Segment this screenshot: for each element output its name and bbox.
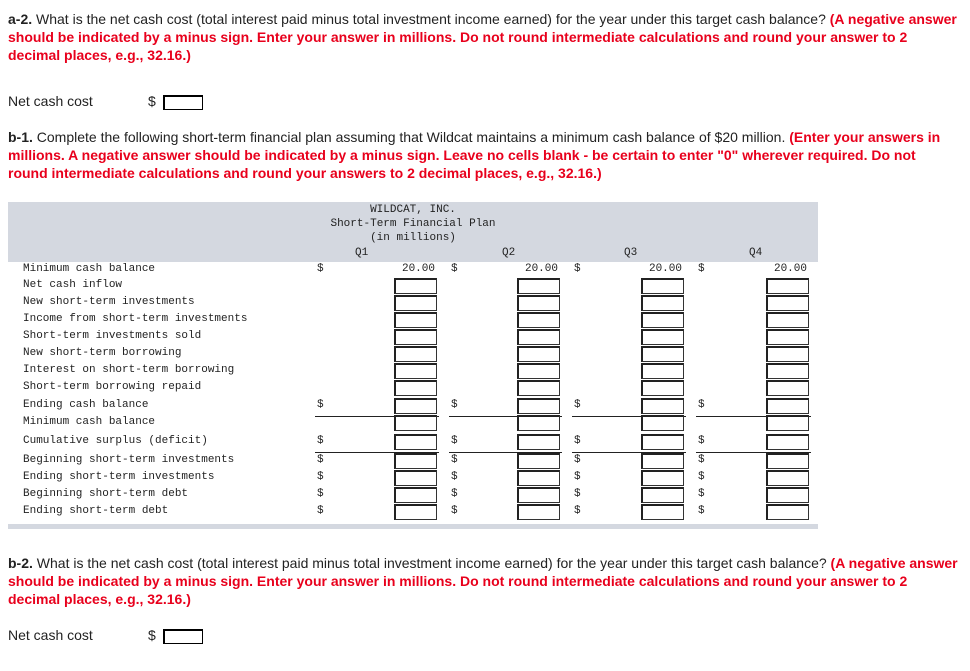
row-label: Ending short-term investments [23, 471, 215, 483]
currency-symbol: $ [574, 263, 581, 275]
currency-symbol: $ [317, 263, 324, 275]
plan-cell-input[interactable] [641, 470, 684, 486]
row-label: New short-term borrowing [23, 347, 182, 359]
currency-symbol: $ [698, 505, 705, 517]
plan-cell-input[interactable] [517, 434, 560, 450]
row-label: Cumulative surplus (deficit) [23, 435, 208, 447]
plan-cell-input[interactable] [641, 453, 684, 469]
plan-cell-input[interactable] [517, 398, 560, 414]
question-text: What is the net cash cost (total interest paid minus total investment income earned) for the year under this target cash balance? [32, 555, 831, 571]
currency-symbol: $ [574, 454, 581, 466]
plan-cell-input[interactable] [766, 363, 809, 379]
row-label: Interest on short-term borrowing [23, 364, 235, 376]
plan-cell-input[interactable] [641, 434, 684, 450]
currency-symbol: $ [317, 471, 324, 483]
quarter-header-q4: Q4 [749, 247, 763, 259]
plan-cell-input[interactable] [394, 380, 437, 396]
currency-symbol: $ [451, 505, 458, 517]
plan-cell-input[interactable] [766, 278, 809, 294]
plan-cell-input[interactable] [641, 380, 684, 396]
currency-symbol: $ [574, 399, 581, 411]
row-label: Ending short-term debt [23, 505, 169, 517]
question-instructions: (Enter your answers in millions. A negative answer should be indicated by a minus sign. Leave no cells blank - be certain to enter "0" wherever required. Do not round intermediate calculations and round your answers to 2 decimal places, e.g., 32.16.) [8, 129, 941, 181]
currency-symbol: $ [574, 505, 581, 517]
company-name: WILDCAT, INC. [370, 204, 456, 216]
question-a2 [8, 10, 958, 64]
currency-symbol: $ [574, 471, 581, 483]
plan-cell-input[interactable] [766, 453, 809, 469]
row-label: New short-term investments [23, 296, 195, 308]
plan-cell-input[interactable] [641, 487, 684, 503]
net-cash-cost-row-a2 [8, 92, 156, 110]
currency-symbol: $ [574, 435, 581, 447]
question-label: a-2. [8, 11, 33, 27]
plan-cell-input[interactable] [517, 415, 560, 431]
row-label: Short-term investments sold [23, 330, 202, 342]
plan-cell-input[interactable] [766, 487, 809, 503]
plan-unit: (in millions) [370, 232, 456, 244]
plan-cell-input[interactable] [766, 295, 809, 311]
row-label: Minimum cash balance [23, 263, 156, 275]
plan-cell-input[interactable] [517, 278, 560, 294]
min-cash-value-q2: 20.00 [524, 263, 558, 275]
quarter-header-q1: Q1 [355, 247, 369, 259]
plan-cell-input[interactable] [517, 470, 560, 486]
currency-symbol: $ [451, 399, 458, 411]
plan-cell-input[interactable] [641, 329, 684, 345]
plan-cell-input[interactable] [517, 453, 560, 469]
currency-symbol: $ [148, 627, 156, 643]
plan-cell-input[interactable] [394, 434, 437, 450]
plan-cell-input[interactable] [394, 504, 437, 520]
net-cash-cost-label: Net cash cost [8, 93, 93, 109]
currency-symbol: $ [317, 399, 324, 411]
plan-cell-input[interactable] [394, 295, 437, 311]
plan-title: Short-Term Financial Plan [330, 218, 496, 230]
net-cash-cost-input-a2[interactable] [163, 95, 203, 110]
plan-cell-input[interactable] [766, 504, 809, 520]
plan-cell-input[interactable] [394, 487, 437, 503]
currency-symbol: $ [451, 454, 458, 466]
currency-symbol: $ [148, 93, 156, 109]
plan-cell-input[interactable] [394, 453, 437, 469]
currency-symbol: $ [698, 471, 705, 483]
currency-symbol: $ [317, 505, 324, 517]
plan-cell-input[interactable] [641, 278, 684, 294]
currency-symbol: $ [451, 435, 458, 447]
question-b2 [8, 554, 958, 608]
question-instructions: (A negative answer should be indicated by a minus sign. Enter your answer in millions. Do not round intermediate calculations and round your answer to 2 decimal places, e.g., 32.16.) [8, 11, 957, 63]
row-label: Beginning short-term debt [23, 488, 189, 500]
plan-cell-input[interactable] [394, 329, 437, 345]
table-footer-band [8, 524, 818, 529]
plan-cell-input[interactable] [517, 329, 560, 345]
plan-cell-input[interactable] [394, 346, 437, 362]
plan-cell-input[interactable] [641, 398, 684, 414]
question-instructions: (A negative answer should be indicated by a minus sign. Enter your answer in millions. Do not round intermediate calculations and round your answer to 2 decimal places, e.g., 32.16.) [8, 555, 958, 607]
row-label: Net cash inflow [23, 279, 123, 291]
plan-cell-input[interactable] [517, 312, 560, 328]
plan-cell-input[interactable] [766, 346, 809, 362]
quarter-header-q2: Q2 [502, 247, 516, 259]
plan-cell-input[interactable] [517, 487, 560, 503]
currency-symbol: $ [698, 454, 705, 466]
row-label: Short-term borrowing repaid [23, 381, 202, 393]
currency-symbol: $ [451, 263, 458, 275]
question-text: Complete the following short-term financial plan assuming that Wildcat maintains a minimum cash balance of $20 million. [32, 129, 790, 145]
question-text: What is the net cash cost (total interest paid minus total investment income earned) for the year under this target cash balance? [32, 11, 830, 27]
currency-symbol: $ [698, 435, 705, 447]
net-cash-cost-label: Net cash cost [8, 627, 93, 643]
plan-cell-input[interactable] [641, 504, 684, 520]
plan-cell-input[interactable] [394, 278, 437, 294]
net-cash-cost-input-b2[interactable] [163, 629, 203, 644]
min-cash-value-q1: 20.00 [401, 263, 435, 275]
plan-cell-input[interactable] [517, 363, 560, 379]
row-label: Beginning short-term investments [23, 454, 235, 466]
currency-symbol: $ [451, 488, 458, 500]
plan-cell-input[interactable] [517, 295, 560, 311]
currency-symbol: $ [574, 488, 581, 500]
currency-symbol: $ [317, 454, 324, 466]
currency-symbol: $ [698, 399, 705, 411]
row-label: Income from short-term investments [23, 313, 248, 325]
net-cash-cost-row-b2 [8, 626, 156, 644]
question-label: b-2. [8, 555, 33, 571]
min-cash-value-q4: 20.00 [773, 263, 807, 275]
plan-cell-input[interactable] [517, 504, 560, 520]
plan-cell-input[interactable] [641, 312, 684, 328]
plan-cell-input[interactable] [766, 470, 809, 486]
plan-cell-input[interactable] [641, 295, 684, 311]
plan-cell-input[interactable] [394, 470, 437, 486]
plan-cell-input[interactable] [766, 434, 809, 450]
plan-cell-input[interactable] [766, 398, 809, 414]
plan-cell-input[interactable] [517, 380, 560, 396]
question-b1 [8, 128, 958, 182]
plan-cell-input[interactable] [766, 380, 809, 396]
plan-cell-input[interactable] [766, 329, 809, 345]
question-label: b-1. [8, 129, 33, 145]
financial-plan-table [8, 202, 818, 529]
plan-cell-input[interactable] [394, 415, 437, 431]
plan-cell-input[interactable] [766, 312, 809, 328]
currency-symbol: $ [317, 488, 324, 500]
min-cash-value-q3: 20.00 [648, 263, 682, 275]
currency-symbol: $ [451, 471, 458, 483]
plan-cell-input[interactable] [394, 312, 437, 328]
currency-symbol: $ [698, 263, 705, 275]
currency-symbol: $ [698, 488, 705, 500]
plan-cell-input[interactable] [517, 346, 560, 362]
plan-cell-input[interactable] [641, 363, 684, 379]
row-label: Ending cash balance [23, 399, 149, 411]
plan-cell-input[interactable] [394, 398, 437, 414]
plan-cell-input[interactable] [766, 415, 809, 431]
row-label: Minimum cash balance [23, 416, 156, 428]
quarter-header-q3: Q3 [624, 247, 638, 259]
plan-cell-input[interactable] [641, 346, 684, 362]
currency-symbol: $ [317, 435, 324, 447]
plan-cell-input[interactable] [641, 415, 684, 431]
plan-cell-input[interactable] [394, 363, 437, 379]
